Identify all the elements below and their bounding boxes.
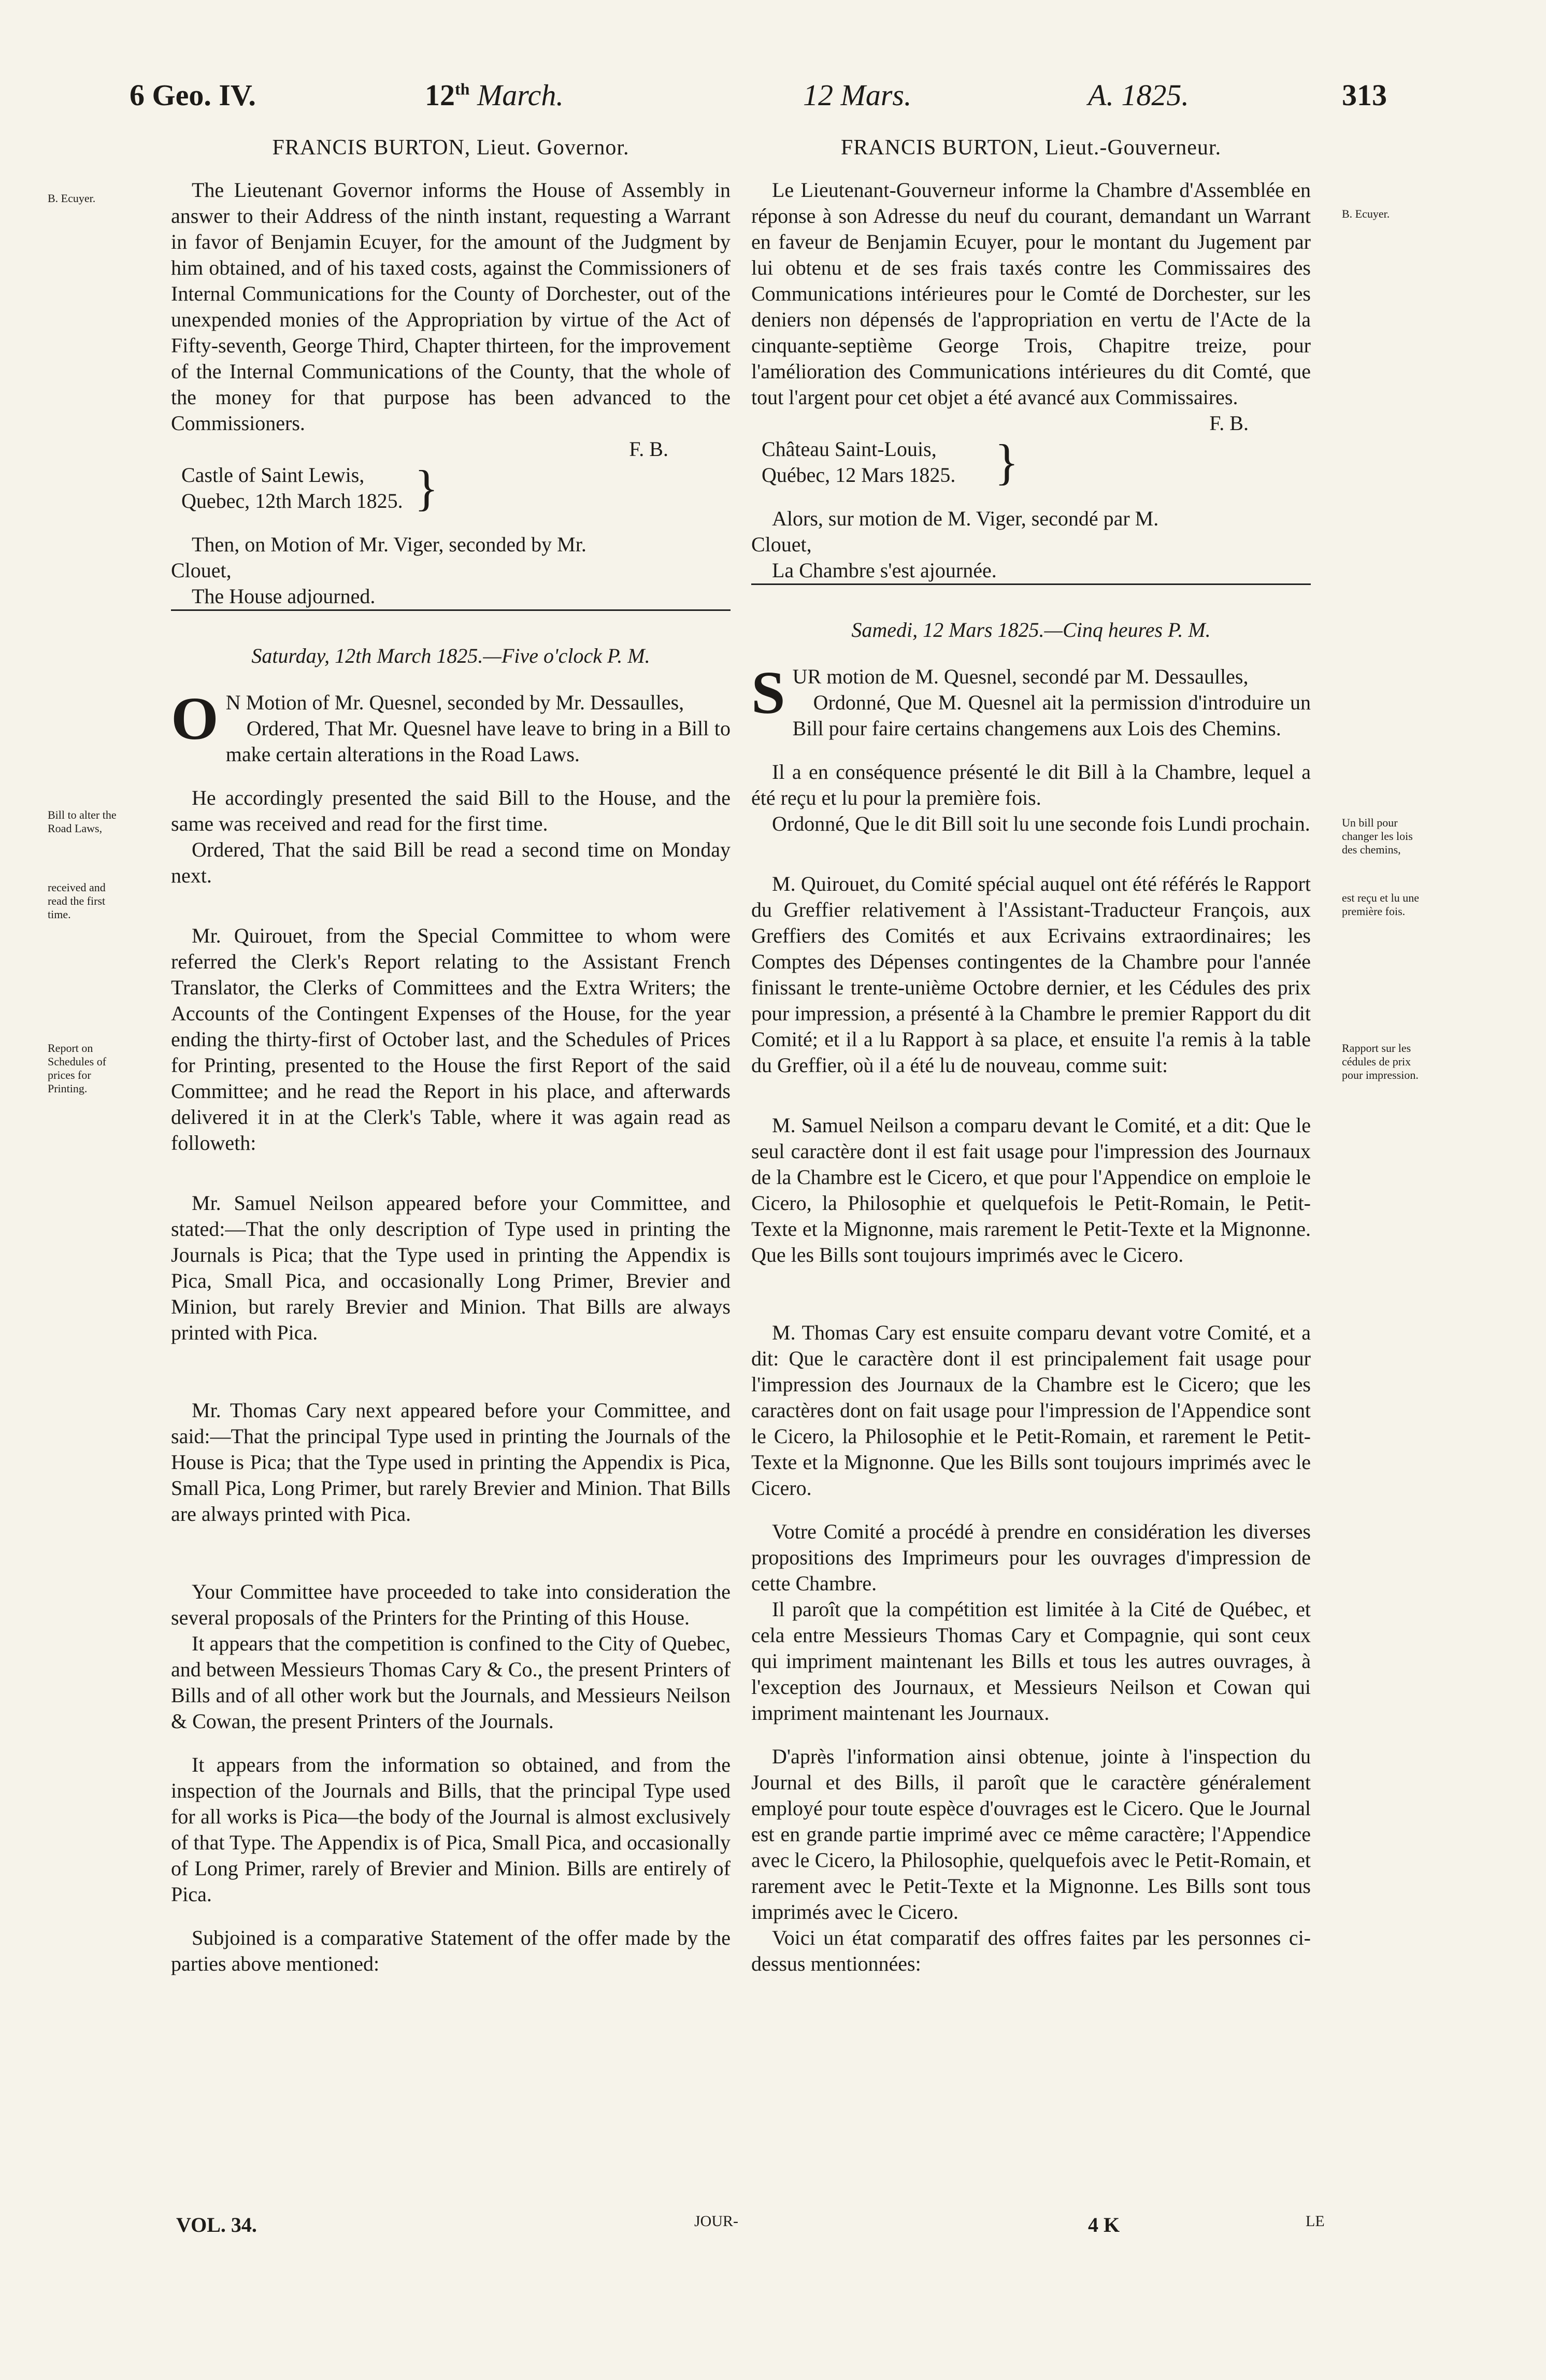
adjourn-motion-seconder: Clouet, — [751, 533, 812, 556]
adjourn-motion: Alors, sur motion de M. Viger, secondé par M. — [772, 507, 1159, 530]
french-column — [751, 135, 1311, 1977]
report-intro: Mr. Quirouet, from the Special Committee to whom were referred the Clerk's Report relating to the Assistant French Translator, the Clerks of Committees and the Extra Writers; the Accounts of the Contingent Expenses of the House, for the year ending the thirty-first of October last, and the Schedules of Prices for Printing, presented to the House the first Report of the said Committee; and he read the Report in his place, and afterwards delivered it in at the Clerk's Table, where it was again read as followeth: — [171, 924, 731, 1155]
page-number: 313 — [1342, 78, 1387, 112]
year-label: A. 1825. — [1088, 78, 1189, 112]
governor-signature: FRANCIS BURTON, Lieut. Governor. — [272, 136, 629, 160]
margin-note-received: est reçu et lu une première fois. — [1342, 891, 1420, 918]
catchword-french: LE — [1306, 2213, 1325, 2230]
report-intro: M. Quirouet, du Comité spécial auquel ont été référés le Rapport du Greffier relativement à l'Assistant-Traducteur François, aux Greffiers des Comités et aux Ecrivains extraordinaires; les Comptes des Dépenses contingentes de la Chambre pour l'année finissant le trente-unième Octobre dernier, et les Cédules des prix pour impression, a présenté à la Chambre le premier Rapport du dit Comité; et il a lu Rapport à sa place, et ensuite l'a remis à la table du Greffier, où il a été lu de nouveau, comme suit: — [751, 872, 1311, 1077]
margin-note-bill: Un bill pour changer les lois des chemins, — [1342, 816, 1413, 856]
date-french: 12 Mars. — [803, 78, 912, 112]
information-paragraph: D'après l'information ainsi obtenue, jointe à l'inspection du Journal et des Bills, il paroît que le caractère généralement employé pour toute espèce d'ouvrages est le Cicero. Que le Journal est en grande partie imprimé avec ce même caractère; l'Appendice avec le Cicero, la Philosophie, quelquefois avec le Petit-Romain, et rarement avec le Petit-Texte et la Mignonne. Les Bills sont tous imprimés avec le Cicero. — [751, 1745, 1311, 1923]
adjourned-line: The House adjourned. — [192, 585, 376, 608]
bill-presented: He accordingly presented the said Bill to the House, and the same was received and read for the first time. — [171, 786, 731, 835]
sitting-date: Samedi, 12 Mars 1825.—Cinq heures P. M. — [851, 618, 1211, 642]
subjoined-statement: Voici un état comparatif des offres faites par les personnes ci-dessus mentionnées: — [751, 1926, 1311, 1975]
cary-testimony: Mr. Thomas Cary next appeared before your Committee, and said:—That the principal Type used in printing the Journals of the House is Pica; that the Type used in printing the Appendix is Pica, Small Pica, Long Primer, but rarely Brevier and Minion. That Bills are always printed with Pica. — [171, 1399, 731, 1526]
adjourned-line: La Chambre s'est ajournée. — [772, 559, 997, 582]
margin-note-report: Report on Schedules of prices for Printing. — [48, 1042, 107, 1095]
adjourn-motion: Then, on Motion of Mr. Viger, seconded by Mr. — [192, 533, 586, 556]
brace-icon: } — [414, 460, 439, 516]
neilson-testimony: M. Samuel Neilson a comparu devant le Comité, et a dit: Que le seul caractère dont il est fait usage pour l'impression des Journaux de la Chambre est le Cicero, et que pour l'Appendice on emploie le Cicero, la Philosophie et quelquefois le Petit-Romain, le Petit-Texte et la Mignonne, mais rarement le Petit-Texte et la Mignonne. Que les Bills sont toujours imprimés avec le Cicero. — [751, 1114, 1311, 1266]
place-date: Castle of Saint Lewis, Quebec, 12th March 1825. } — [181, 460, 439, 516]
motion-quesnel: SUR motion de M. Quesnel, secondé par M. Dessaulles, — [751, 659, 1249, 726]
section-divider — [751, 583, 1311, 585]
competition-paragraph: Il paroît que la compétition est limitée à la Cité de Québec, et cela entre Messieurs Thomas Cary et Compagnie, qui sont ceux qui impriment maintenant les Bills et tous les autres ouvrages, à l'exception des Journaux, et Messieurs Neilson et Cowan qui impriment maintenant les Journaux. — [751, 1598, 1311, 1725]
signature-mark: 4 K — [1088, 2213, 1120, 2236]
regnal-year: 6 Geo. IV. — [130, 78, 256, 112]
adjourn-motion-seconder: Clouet, — [171, 559, 232, 582]
information-paragraph: It appears from the information so obtained, and from the inspection of the Journals and Bills, that the principal Type used for all works is Pica—the body of the Journal is almost exclusively of that Type. The Appendix is of Pica, Small Pica, and occasionally of Long Primer, rarely of Brevier and Minion. Bills are entirely of Pica. — [171, 1753, 731, 1906]
margin-note-ecuyer: B. Ecuyer. — [1342, 207, 1390, 220]
neilson-testimony: Mr. Samuel Neilson appeared before your Committee, and stated:—That the only description of Type used in printing the Journals is Pica; that the Type used in printing the Appendix is Pica, Small Pica, and occasionally Long Primer, Brevier and Minion, but rarely Brevier and Minion. That Bills are always printed with Pica. — [171, 1191, 731, 1344]
drop-cap: O — [171, 685, 219, 752]
page-header — [130, 78, 1445, 135]
warrant-message: The Lieutenant Governor informs the House of Assembly in answer to their Address of the ninth instant, requesting a Warrant in favor of Benjamin Ecuyer, for the amount of the Judgment by him obtained, and of his taxed costs, against the Commissioners of Internal Communications for the County of Dorchester, out of the unexpended monies of the Appropriation by virtue of the Act of Fifty-seventh, George Third, Chapter thirteen, for the improvement of the Internal Communications of the County, that the whole of the money for that purpose has been advanced to the Commissioners. — [171, 178, 731, 435]
governor-signature: FRANCIS BURTON, Lieut.-Gouverneur. — [840, 136, 1222, 160]
brace-icon: } — [995, 434, 1019, 490]
cary-testimony: M. Thomas Cary est ensuite comparu devant votre Comité, et a dit: Que le caractère dont il est principalement fait usage pour l'impression des Journaux de la Chambre est le Cicero; que les caractères dont on fait usage pour l'impression de l'Appendice sont le Cicero, la Philosophie et le Petit-Romain, et rarement le Petit-Texte et la Mignonne. Que les Bills sont toujours imprimés avec le Cicero. — [751, 1321, 1311, 1500]
initials: F. B. — [1209, 411, 1249, 435]
margin-note-report: Rapport sur les cédules de prix pour impression. — [1342, 1042, 1419, 1081]
page-footer — [171, 2213, 1451, 2244]
drop-cap: S — [751, 659, 785, 726]
committee-proceeded: Votre Comité a procédé à prendre en considération les diverses propositions des Imprimeurs pour les ouvrages d'impression de cette Chambre. — [751, 1520, 1311, 1595]
volume-label: VOL. 34. — [176, 2213, 257, 2236]
section-divider — [171, 609, 731, 611]
competition-paragraph: It appears that the competition is confined to the City of Quebec, and between Messieurs Thomas Cary & Co., the present Printers of Bills and of all other work but the Journals, and Messieurs Neilson & Cowan, the present Printers of the Journals. — [171, 1632, 731, 1733]
date-english: 12th March. — [425, 78, 564, 112]
ordered-bill: Ordonné, Que M. Quesnel ait la permission d'introduire un Bill pour faire certains changemens aux Lois des Chemins. — [792, 691, 1311, 740]
place-date: Château Saint-Louis, Québec, 12 Mars 1825. } — [762, 434, 1019, 490]
bill-presented: Il a en conséquence présenté le dit Bill à la Chambre, lequel a été reçu et lu pour la première fois. — [751, 760, 1311, 809]
sitting-date: Saturday, 12th March 1825.—Five o'clock P. M. — [251, 644, 650, 667]
warrant-message: Le Lieutenant-Gouverneur informe la Chambre d'Assemblée en réponse à son Adresse du neuf du courant, demandant un Warrant en faveur de Benjamin Ecuyer, pour le montant du Jugement par lui obtenu et de ses frais taxés contre les Commissaires des Communications intérieures pour le Comté de Dorchester, sur les deniers non dépensés de l'appropriation en vertu de l'Acte de la cinquante-septième George Trois, Chapitre treize, pour l'amélioration des Communications intérieures du dit Comté, que tout l'argent pour cet objet a été avancé aux Commissaires. — [751, 178, 1311, 409]
initials: F. B. — [629, 437, 668, 461]
second-reading: Ordered, That the said Bill be read a second time on Monday next. — [171, 838, 731, 887]
english-column — [171, 135, 731, 1977]
ordered-bill: Ordered, That Mr. Quesnel have leave to bring in a Bill to make certain alterations in the Road Laws. — [225, 717, 731, 766]
margin-note-received: received and read the first time. — [48, 881, 106, 921]
committee-proceeded: Your Committee have proceeded to take into consideration the several proposals of the Printers for the Printing of this House. — [171, 1580, 731, 1629]
catchword-english: JOUR- — [694, 2213, 739, 2230]
second-reading: Ordonné, Que le dit Bill soit lu une seconde fois Lundi prochain. — [772, 812, 1310, 835]
margin-note-bill: Bill to alter the Road Laws, — [48, 808, 117, 835]
motion-quesnel: O N Motion of Mr. Quesnel, seconded by Mr. Dessaulles, — [171, 685, 684, 752]
margin-note-ecuyer: B. Ecuyer. — [48, 192, 96, 205]
subjoined-statement: Subjoined is a comparative Statement of the offer made by the parties above mentioned: — [171, 1926, 731, 1975]
